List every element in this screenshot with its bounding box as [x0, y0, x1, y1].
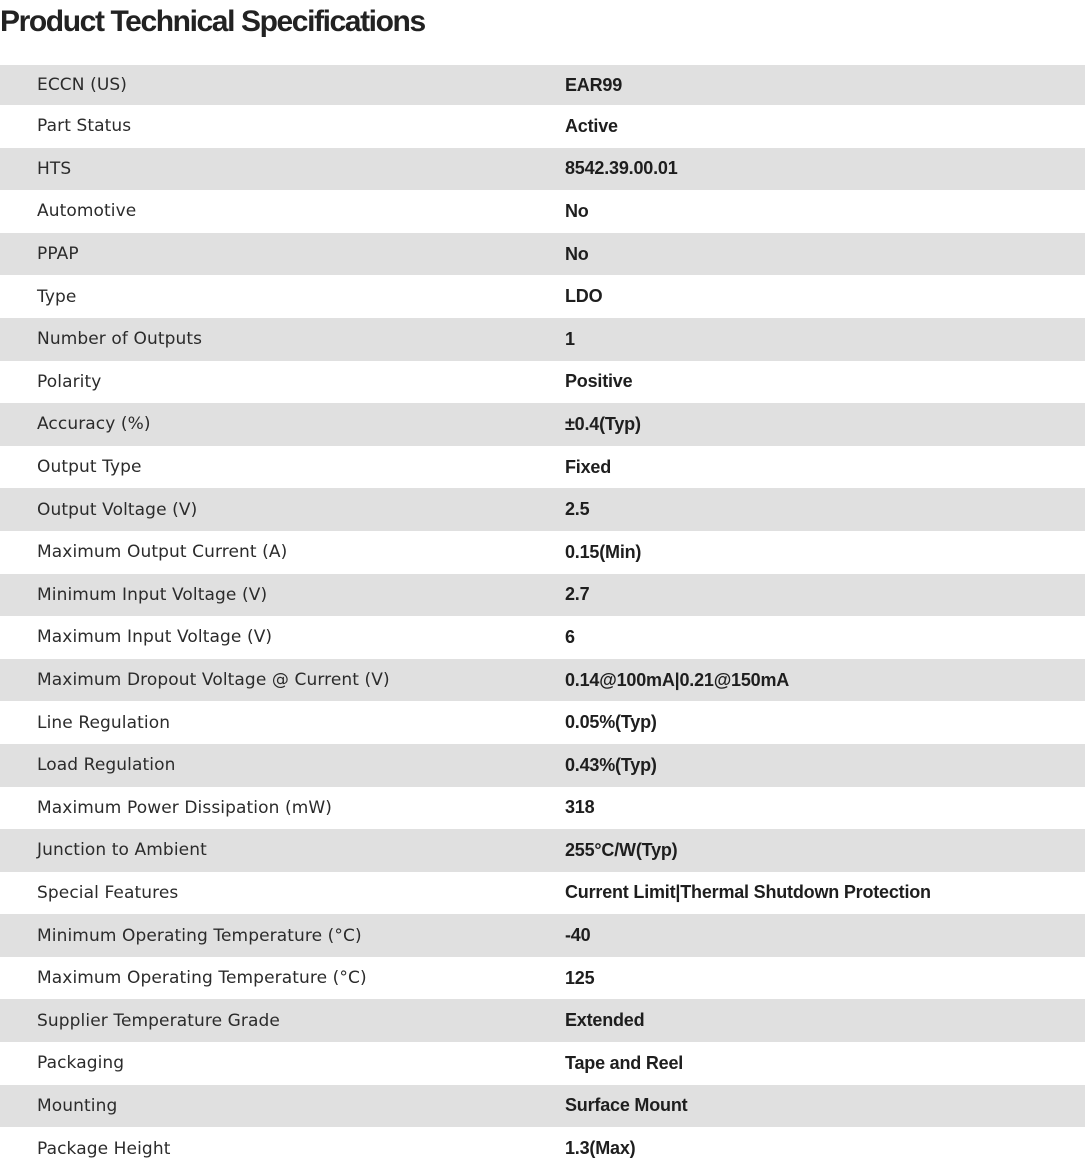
spec-row-max-power-dissipation	[0, 787, 1085, 830]
spec-label: Maximum Input Voltage (V)	[37, 627, 273, 648]
spec-value: Tape and Reel	[565, 1052, 684, 1073]
spec-value: 125	[565, 967, 595, 988]
spec-row-polarity	[0, 361, 1085, 404]
spec-value: 0.15(Min)	[565, 541, 642, 562]
spec-row-mounting	[0, 1085, 1085, 1128]
spec-label: Packaging	[37, 1053, 125, 1074]
spec-row-automotive	[0, 190, 1085, 233]
spec-label: Line Regulation	[37, 712, 171, 733]
spec-label: Output Voltage (V)	[37, 499, 198, 520]
spec-label: Minimum Operating Temperature (°C)	[37, 925, 362, 946]
spec-row-max-input-voltage	[0, 616, 1085, 659]
spec-row-load-regulation	[0, 744, 1085, 787]
spec-value: LDO	[565, 286, 603, 307]
spec-label: Maximum Output Current (A)	[37, 542, 288, 563]
spec-value: 0.43%(Typ)	[565, 754, 657, 775]
spec-row-supplier-temperature-grade	[0, 999, 1085, 1042]
spec-value: 255°C/W(Typ)	[565, 839, 678, 860]
spec-row-eccn	[0, 65, 1085, 105]
spec-row-output-type	[0, 446, 1085, 489]
spec-label: Polarity	[37, 371, 102, 392]
spec-row-package-height	[0, 1127, 1085, 1170]
spec-label: Special Features	[37, 882, 179, 903]
spec-value: Surface Mount	[565, 1095, 688, 1116]
spec-value: Fixed	[565, 456, 612, 477]
spec-value: Positive	[565, 371, 633, 392]
spec-row-max-operating-temperature	[0, 957, 1085, 1000]
spec-label: PPAP	[37, 244, 79, 265]
spec-value: Current Limit|Thermal Shutdown Protection	[565, 882, 931, 903]
spec-label: Accuracy (%)	[37, 414, 151, 435]
spec-value: 318	[565, 797, 595, 818]
spec-value: 6	[565, 626, 575, 647]
spec-row-type	[0, 275, 1085, 318]
spec-row-max-dropout-voltage	[0, 659, 1085, 702]
spec-row-output-voltage	[0, 488, 1085, 531]
spec-row-min-operating-temperature	[0, 914, 1085, 957]
spec-value: ±0.4(Typ)	[565, 413, 641, 434]
spec-value: -40	[565, 925, 591, 946]
spec-label: Number of Outputs	[37, 329, 203, 350]
spec-value: No	[565, 243, 589, 264]
spec-value: 2.5	[565, 499, 590, 520]
spec-row-line-regulation	[0, 701, 1085, 744]
spec-value: 0.05%(Typ)	[565, 712, 657, 733]
spec-value: EAR99	[565, 74, 623, 95]
spec-label: ECCN (US)	[37, 75, 128, 95]
spec-label: Maximum Dropout Voltage @ Current (V)	[37, 670, 390, 691]
spec-row-accuracy	[0, 403, 1085, 446]
spec-value: 1.3(Max)	[565, 1138, 636, 1159]
spec-label: Supplier Temperature Grade	[37, 1010, 280, 1031]
spec-value: 2.7	[565, 584, 590, 605]
spec-table	[0, 65, 1085, 1170]
spec-label: Output Type	[37, 457, 142, 478]
spec-row-part-status	[0, 105, 1085, 148]
page-title: Product Technical Specifications	[0, 5, 425, 38]
spec-row-hts	[0, 148, 1085, 191]
spec-label: HTS	[37, 158, 72, 179]
spec-row-number-of-outputs	[0, 318, 1085, 361]
spec-label: Mounting	[37, 1095, 118, 1116]
spec-label: Load Regulation	[37, 755, 176, 776]
spec-row-min-input-voltage	[0, 574, 1085, 617]
spec-row-special-features	[0, 872, 1085, 915]
spec-value: Extended	[565, 1010, 645, 1031]
spec-row-junction-to-ambient	[0, 829, 1085, 872]
spec-row-ppap	[0, 233, 1085, 276]
spec-value: 1	[565, 328, 575, 349]
spec-label: Maximum Power Dissipation (mW)	[37, 797, 333, 818]
spec-row-max-output-current	[0, 531, 1085, 574]
spec-label: Package Height	[37, 1138, 171, 1159]
spec-label: Junction to Ambient	[37, 840, 207, 861]
spec-value: No	[565, 200, 589, 221]
spec-value: 8542.39.00.01	[565, 158, 678, 179]
spec-label: Minimum Input Voltage (V)	[37, 584, 268, 605]
spec-label: Automotive	[37, 201, 137, 222]
spec-label: Maximum Operating Temperature (°C)	[37, 968, 367, 989]
spec-value: 0.14@100mA|0.21@150mA	[565, 669, 790, 690]
spec-label: Type	[37, 286, 77, 307]
spec-row-packaging	[0, 1042, 1085, 1085]
spec-label: Part Status	[37, 116, 132, 137]
spec-value: Active	[565, 115, 618, 136]
